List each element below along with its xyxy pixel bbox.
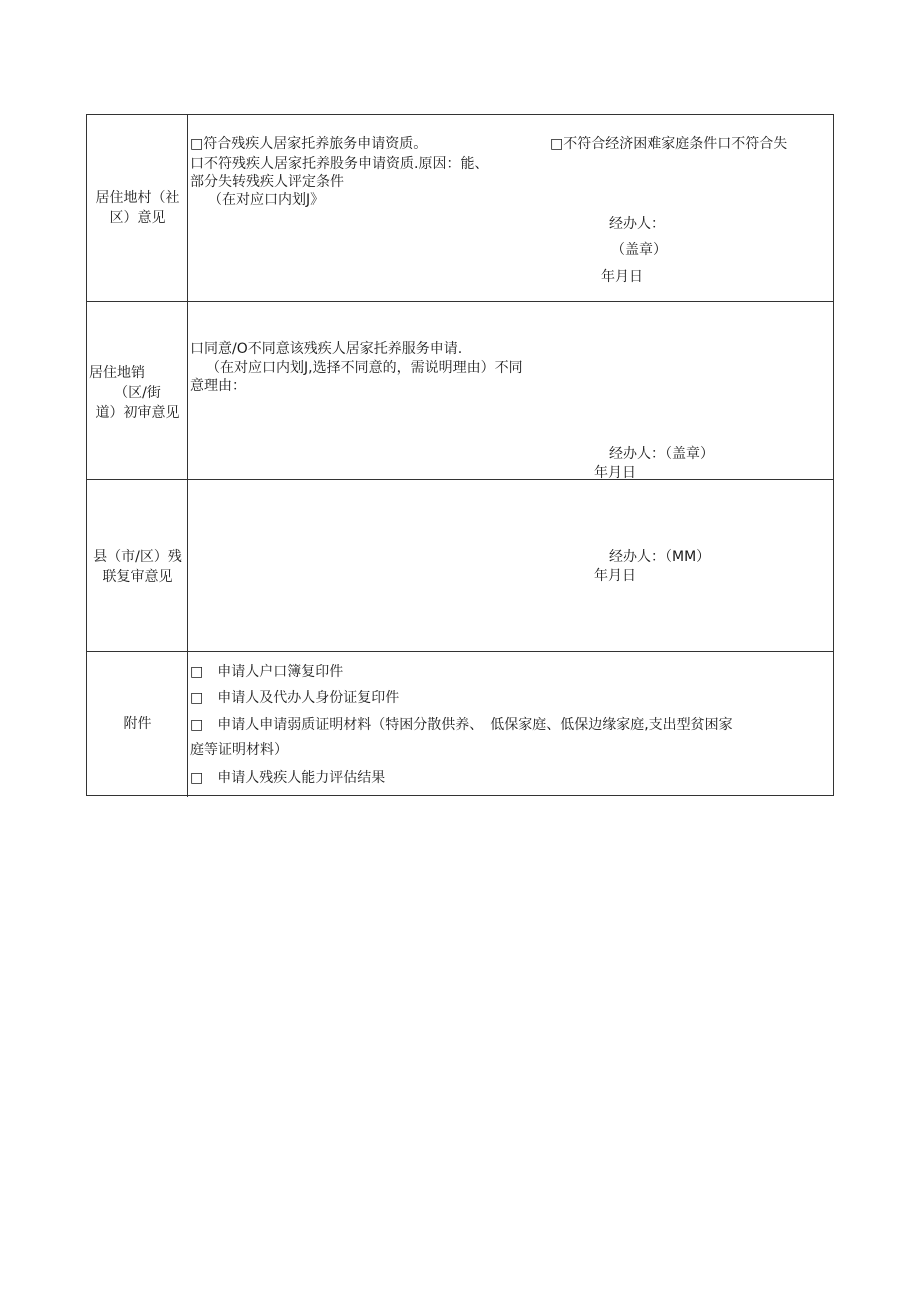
- date-label: 年月日: [594, 465, 636, 481]
- row-label-line: 居住地销: [89, 365, 145, 381]
- row-label-cell: [87, 115, 188, 301]
- application-form-table: [86, 114, 834, 796]
- attachment-item[interactable]: □ 申请人残疾人能力评估结果: [190, 770, 386, 786]
- row-label-line: 区）意见: [109, 210, 166, 226]
- date-label: 年月日: [601, 269, 643, 285]
- table-row-attachments: [87, 652, 833, 797]
- row-label-cell: [87, 302, 188, 479]
- reason-text: 部分失转残疾人评定条件: [190, 174, 344, 190]
- qualification-option-yes[interactable]: □符合残疾人居家托养旅务申请资质。: [190, 136, 428, 152]
- row-label-cell: [87, 480, 188, 651]
- handler-seal-label: 经办人：（盖章）: [609, 446, 714, 462]
- disagree-reason-label: 意理由：: [190, 378, 246, 394]
- row-content-cell: [188, 302, 833, 479]
- date-label: 年月日: [594, 568, 636, 584]
- economic-condition-option[interactable]: □不符合经济困难家庭条件口不符合失: [550, 136, 788, 152]
- table-row-street-review: [87, 302, 833, 480]
- agree-option[interactable]: 口同意/O不同意该残疾人居家托养服务申请.: [190, 341, 463, 357]
- handler-seal-label: 经办人：（MM）: [609, 549, 711, 565]
- instruction-text: （在对应口内划J》: [208, 192, 325, 208]
- row-label-line: （区/街: [114, 385, 161, 401]
- row-content-cell: [188, 115, 833, 301]
- attachments-label: 附件: [123, 716, 152, 732]
- table-row-village-opinion: [87, 115, 833, 302]
- row-label-cell: [87, 652, 188, 797]
- seal-label: （盖章）: [611, 242, 667, 258]
- row-label-line: 道）初审意见: [95, 405, 180, 421]
- row-content-cell: [188, 480, 833, 651]
- attachment-item[interactable]: □ 申请人及代办人身份证复印件: [190, 690, 400, 706]
- qualification-option-no[interactable]: 口不符残疾人居家托养股务申请资质.原因：能、: [190, 156, 489, 172]
- attachment-item[interactable]: □ 申请人户口簿复印件: [190, 664, 344, 680]
- instruction-text: （在对应口内划J,选择不同意的，需说明理由）不同: [206, 360, 523, 376]
- row-label-line: 居住地村（社: [95, 190, 180, 206]
- attachment-item[interactable]: □ 申请人申请弱质证明材料（特困分散供养、 低保家庭、低保边缘家庭,支出型贫困家: [190, 717, 733, 733]
- attachment-item-continuation: 庭等证明材料）: [190, 742, 288, 758]
- table-row-county-review: [87, 480, 833, 652]
- handler-label: 经办人：: [609, 216, 665, 232]
- row-label-line: 县（市/区）残: [93, 549, 182, 565]
- row-content-cell: [188, 652, 833, 797]
- row-label-line: 联复审意见: [102, 569, 173, 585]
